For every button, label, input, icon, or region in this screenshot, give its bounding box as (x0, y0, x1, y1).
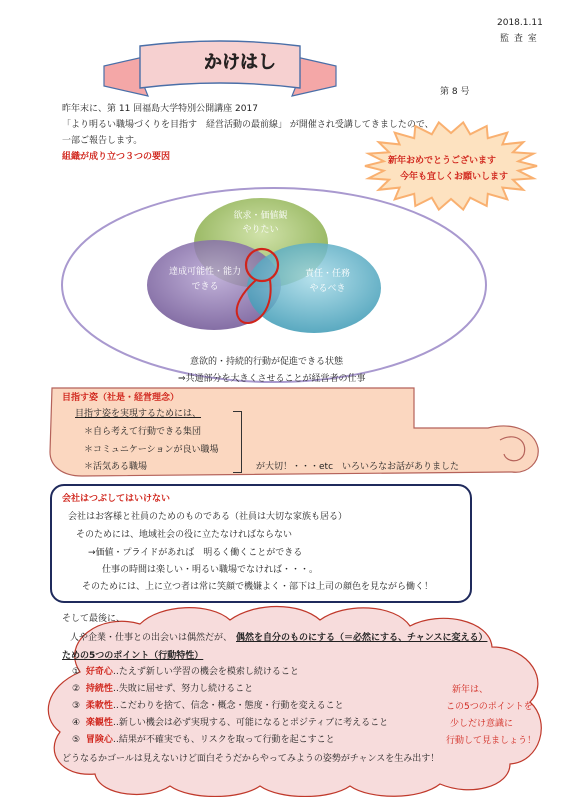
point-5-num: ⑤ (72, 735, 81, 745)
point-5 (72, 734, 388, 751)
point-4-num: ④ (72, 718, 81, 728)
circle-top-label-2: やりたい (242, 225, 279, 235)
section3-line-2: そのためには、地域社会の役に立たなければならない (76, 530, 293, 540)
point-2-term: 持続性 (85, 684, 113, 694)
point-1-desc: ‥たえず新しい学習の機会を模索し続けること (112, 667, 299, 677)
issue-number: 第 8 号 (440, 87, 470, 97)
point-5-term: 冒険心 (85, 735, 113, 745)
section2-item-1: ＊自ら考えて行動できる集団 (84, 427, 202, 437)
point-4-desc: ‥新しい機会は必ず実現する、可能になるとポジティブに考えること (112, 718, 389, 728)
section3-heading: 会社はつぶしてはいけない (62, 494, 171, 504)
section4-intro: そして最後に、 (62, 614, 126, 624)
venn-caption-2: ⇒共通部分を大きくさせることが経営者の仕事 (178, 374, 366, 384)
circle-left-label-1: 達成可能性・能力 (168, 267, 241, 277)
circle-right-label-2: やるべき (309, 284, 346, 294)
point-2-num: ② (72, 684, 81, 694)
point-1-num: ① (72, 667, 81, 677)
banner-title: かけはし (204, 52, 276, 73)
point-3-num: ③ (72, 701, 81, 711)
point-3-term: 柔軟性 (85, 701, 113, 711)
point-2-desc: ‥失敗に屈せず、努力し続けること (112, 684, 254, 694)
point-1-term: 好奇心 (85, 667, 113, 677)
point-2 (72, 683, 388, 700)
section4-heading: ための5つのポイント（行動特性） (62, 651, 204, 661)
points-list (72, 666, 388, 751)
section4-line-a: 人や企業・仕事との出会いは偶然だが、 (70, 633, 233, 643)
circle-left-label-2: できる (191, 282, 219, 292)
date: 2018.1.11 (497, 18, 543, 28)
side-note-4: 行動して見ましょう！ (446, 736, 537, 746)
section3-line-3: →価値・プライドがあれば 明るく働くことができる (88, 548, 303, 558)
circle-right-label-1: 責任・任務 (304, 269, 350, 279)
side-note-2: この5つのポイントを (446, 702, 533, 712)
circle-top-label-1: 欲求・価値観 (233, 211, 288, 221)
greeting-line-1: 新年おめでとうございます (388, 156, 497, 166)
point-5-desc: ‥結果が不確実でも、リスクを取って行動を起こすこと (112, 735, 335, 745)
point-3-desc: ‥こだわりを捨て、信念・概念・態度・行動を変えること (112, 701, 344, 711)
greeting-line-2: 今年も宜しくお願いします (400, 172, 509, 182)
venn-caption-1: 意欲的・持続的行動が促進できる状態 (190, 357, 344, 367)
section2-item-3: ＊活気ある職場 (84, 462, 148, 472)
side-note-3: 少しだけ意識に (450, 719, 514, 729)
side-note-1: 新年は、 (452, 685, 489, 695)
intro-line-2: 「より明るい職場づくりを目指す 経営活動の最前線」 が開催され受講してきましたので、 (62, 120, 434, 130)
section4-closing: どうなるかゴールは見えないけど面白そうだからやってみようの姿勢がチャンスを生み出す！ (62, 754, 440, 764)
section1-heading: 組織が成り立つ３つの要因 (62, 152, 171, 162)
section4-line-b: 偶然を自分のものにする（＝必然にする、チャンスに変える） (236, 633, 488, 643)
point-3 (72, 700, 388, 717)
intro-line-3: 一部ご報告します。 (62, 136, 143, 146)
point-4-term: 楽観性 (85, 718, 113, 728)
section3-line-1: 会社はお客様と社員のためのものである（社員は大切な家族も居る） (68, 512, 348, 522)
section2-heading: 目指す姿（社是・経営理念） (62, 393, 180, 403)
section2-item-2: ＊コミュニケーションが良い職場 (84, 445, 219, 455)
intro-line-1: 昨年末に、第 11 回福島大学特別公開講座 2017 (62, 104, 258, 114)
point-4 (72, 717, 388, 734)
section2-sub: 目指す姿を実現するためには、 (75, 409, 202, 419)
section3-line-4: 仕事の時間は楽しい・明るい職場でなければ・・・。 (102, 565, 319, 575)
point-1 (72, 666, 388, 683)
section2-note: が大切！・・・etc いろいろなお話がありました (256, 462, 460, 472)
section3-line-5: そのためには、上に立つ者は常に笑顔で機嫌よく・部下は上司の顔色を見ながら働く！ (82, 582, 434, 592)
department: 監 査 室 (500, 34, 538, 44)
bracket (233, 411, 242, 473)
